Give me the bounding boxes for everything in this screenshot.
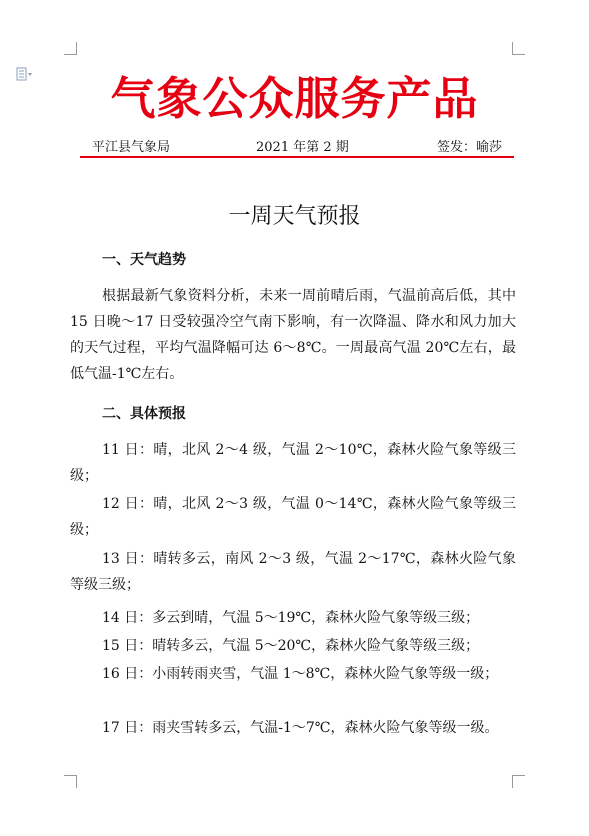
red-divider-line — [80, 156, 514, 158]
issue-info-bar — [80, 133, 512, 157]
masthead-title: 气象公众服务产品 — [110, 72, 479, 125]
trend-paragraph: 根据最新气象资料分析，未来一周前晴后雨，气温前高后低，其中 15 日晚～17 日受较强冷空气南下影响，有一次降温、降水和风力加大的天气过程，平均气温降幅可达 6～8℃。一周最高气温 20℃左右，最低气温-1℃左右。 — [70, 288, 516, 382]
crop-mark-bottom-right — [512, 775, 525, 788]
crop-mark-top-right — [512, 42, 525, 55]
forecast-day-14: 14 日：多云到晴，气温 5～19℃，森林火险气象等级三级； — [102, 610, 480, 626]
forecast-day-13: 13 日：晴转多云，南风 2～3 级，气温 2～17℃，森林火险气象等级三级； — [70, 551, 516, 593]
document-title: 一周天气预报 — [228, 204, 361, 229]
issue-number: 2021 年第 2 期 — [256, 140, 349, 155]
forecast-day-11: 11 日：晴，北风 2～4 级，气温 2～10℃，森林火险气象等级三级； — [70, 442, 516, 484]
crop-mark-top-left — [64, 42, 77, 55]
issuing-organization: 平江县气象局 — [92, 140, 171, 155]
forecast-day-12: 12 日：晴，北风 2～3 级，气温 0～14℃，森林火险气象等级三级； — [70, 496, 516, 538]
forecast-day-15: 15 日：晴转多云，气温 5～20℃，森林火险气象等级三级； — [102, 638, 480, 654]
forecast-day-17: 17 日：雨夹雪转多云，气温-1～7℃，森林火险气象等级一级。 — [102, 720, 499, 736]
section-heading-trend: 一、天气趋势 — [102, 252, 186, 268]
section-heading-forecast: 二、具体预报 — [102, 406, 186, 422]
signer: 签发：喻莎 — [436, 140, 502, 155]
forecast-day-16: 16 日：小雨转雨夹雪，气温 1～8℃，森林火险气象等级一级； — [102, 666, 499, 682]
crop-mark-bottom-left — [64, 775, 77, 788]
